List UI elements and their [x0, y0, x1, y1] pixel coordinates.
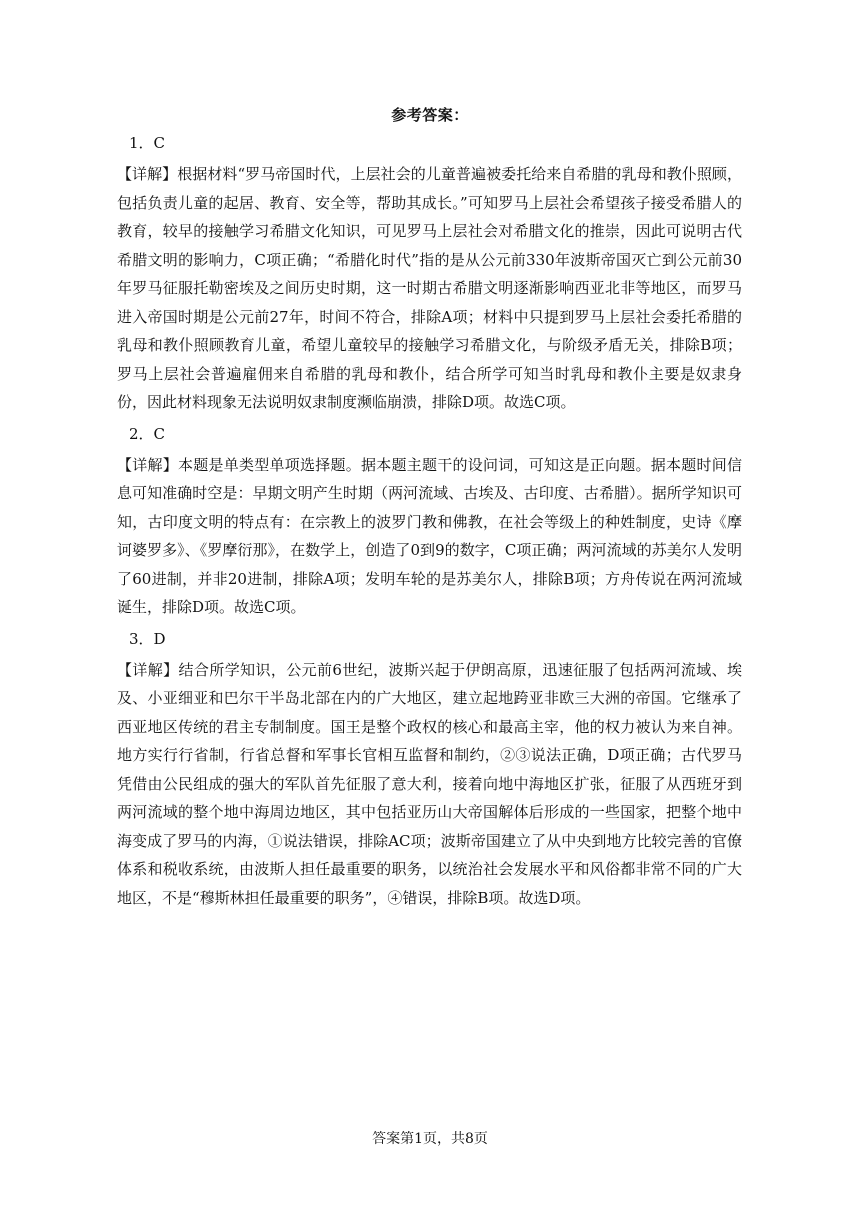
answer-explanation: 【详解】结合所学知识，公元前6世纪，波斯兴起于伊朗高原，迅速征服了包括两河流域、埃及、小亚细亚和巴尔干半岛北部在内的广大地区，建立起地跨亚非欧三大洲的帝国。它继承了西亚地区传统的君主专制制度。国王是整个政权的核心和最高主宰，他的权力被认为来自神。地方实行行省制，行省总督和军事长官相互监督和制约，②③说法正确，D项正确；古代罗马凭借由公民组成的强大的军队首先征服了意大利，接着向地中海地区扩张，征服了从西班牙到两河流域的整个地中海周边地区，其中包括亚历山大帝国解体后形成的一些国家，把整个地中海变成了罗马的内海，①说法错误，排除AC项；波斯帝国建立了从中央到地方比较完善的官僚体系和税收系统，由波斯人担任最重要的职务，以统治社会发展水平和风俗都非常不同的广大地区，不是“穆斯林担任最重要的职务”，④错误，排除B项。故选D项。: [117, 660, 742, 907]
answer-number: 1．C: [129, 134, 166, 152]
answer-explanation: 【详解】根据材料“罗马帝国时代，上层社会的儿童普遍被委托给来自希腊的乳母和教仆照顾，包括负责儿童的起居、教育、安全等，帮助其成长。”可知罗马上层社会希望孩子接受希腊人的教育，较早的接触学习希腊文化知识，可见罗马上层社会对希腊文化的推崇，因此可说明古代希腊文明的影响力，C项正确；“希腊化时代”指的是从公元前330年波斯帝国灭亡到公元前30年罗马征服托勒密埃及之间历史时期，这一时期古希腊文明逐渐影响西亚北非等地区，而罗马进入帝国时期是公元前27年，时间不符合，排除A项；材料中只提到罗马上层社会委托希腊的乳母和教仆照顾教育儿童，希望儿童较早的接触学习希腊文化，与阶级矛盾无关，排除B项；罗马上层社会普遍雇佣来自希腊的乳母和教仆，结合所学可知当时乳母和教仆主要是奴隶身份，因此材料现象无法说明奴隶制度濒临崩溃，排除D项。故选C项。: [117, 165, 742, 411]
answer-number: 3．D: [129, 629, 166, 648]
answer-explanation: 【详解】本题是单类型单项选择题。据本题主题干的设问词，可知这是正向题。据本题时间信息可知准确时空是：早期文明产生时期（两河流域、古埃及、古印度、古希腊）。据所学知识可知，古印度文明的特点有：在宗教上的波罗门教和佛教，在社会等级上的种姓制度，史诗《摩诃婆罗多》、《罗摩衍那》，在数学上，创造了0到9的数字，C项正确；两河流域的苏美尔人发明了60进制，并非20进制，排除A项；发明车轮的是苏美尔人，排除B项；方舟传说在两河流域诞生，排除D项。故选C项。: [117, 455, 742, 616]
page-title: 参考答案：: [391, 106, 469, 124]
answer-number: 2．C: [129, 424, 166, 443]
answer-list: [117, 126, 742, 912]
page-footer: 答案第1页，共8页: [372, 1131, 488, 1147]
